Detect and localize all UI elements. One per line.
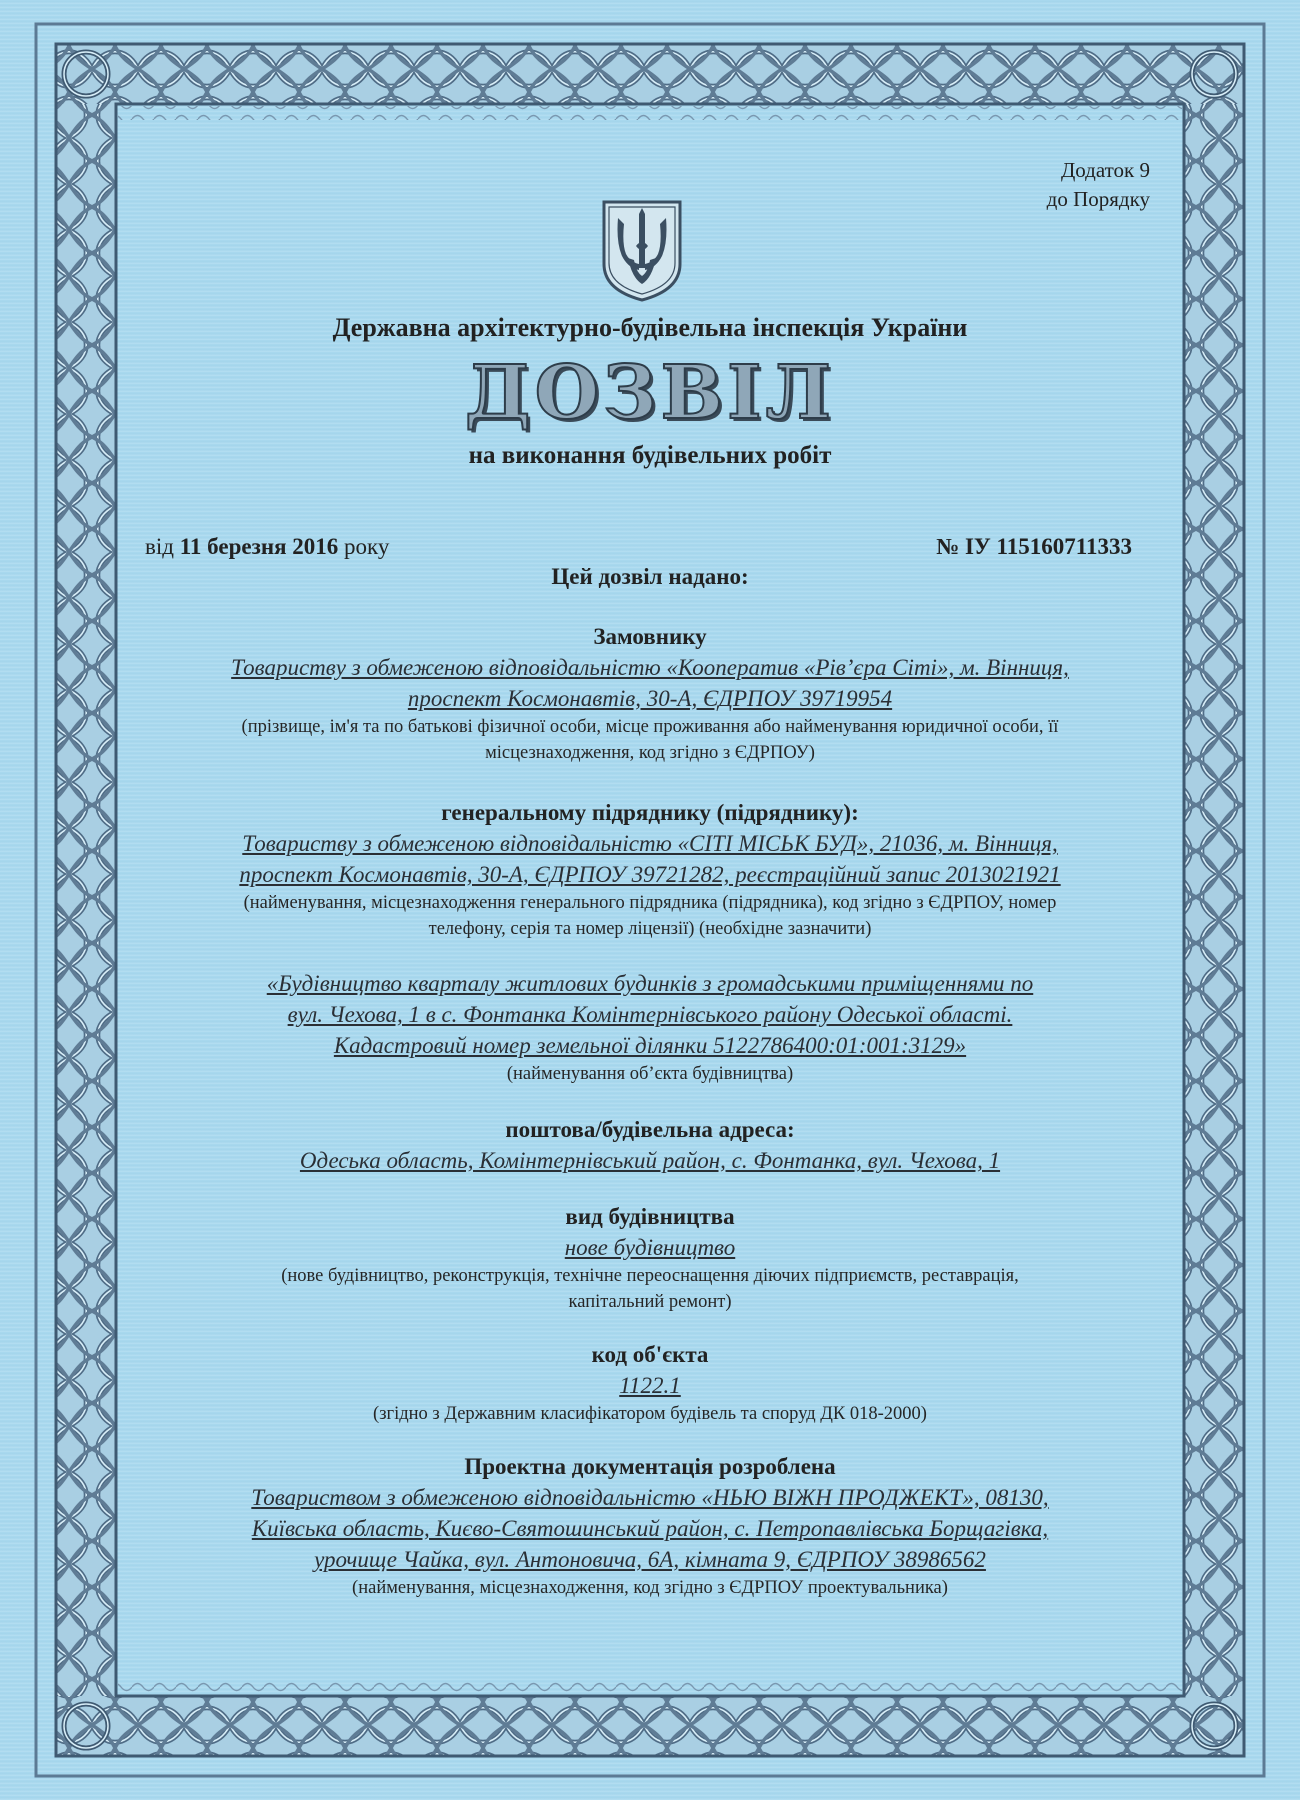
object-value [130,968,1170,1061]
customer-value-line: проспект Космонавтів, 30-А, ЄДРПОУ 39719954 [407,686,893,711]
design-value-line: Товариством з обмеженою відповідальністю «НЬЮ ВІЖН ПРОДЖЕКТ», 08130, [251,1485,1049,1510]
object-code-value: 1122.1 [619,1373,681,1398]
document-body [130,150,1170,1630]
contractor-value [130,828,1170,890]
customer-heading: Замовнику [593,624,707,649]
customer-value [130,652,1170,714]
customer-note-line: (прізвище, ім'я та по батькові фізичної особи, місце проживання або найменування юридичної особи, її [241,717,1059,737]
date-prefix: від [145,534,174,559]
construction-type-heading: вид будівництва [565,1204,735,1229]
contractor-heading: генеральному підряднику (підряднику): [441,800,859,825]
construction-type-note-line: (нове будівництво, реконструкція, технічне переоснащення діючих підприємств, реставрація, [281,1266,1019,1286]
design-value-line: Київська область, Києво-Святошинський район, с. Петропавлівська Борщагівка, [251,1516,1049,1541]
date-value: 11 березня 2016 [179,534,339,559]
date-suffix: року [344,534,390,559]
appendix-note [1047,156,1150,214]
contractor-value-line: проспект Космонавтів, 30-А, ЄДРПОУ 39721282, реєстраційний запис 2013021921 [239,862,1061,887]
construction-type-note [130,1263,1170,1315]
construction-type-value: нове будівництво [564,1235,736,1260]
appendix-line-1: Додаток 9 [1060,158,1150,182]
construction-type-section [130,1202,1170,1315]
address-heading: поштова/будівельна адреса: [505,1117,795,1142]
object-code-heading: код об'єкта [591,1342,709,1367]
object-value-line: вул. Чехова, 1 в с. Фонтанка Комінтернівського району Одеської області. [287,1002,1013,1027]
design-value [130,1482,1170,1575]
granted-heading: Цей дозвіл надано: [551,564,749,589]
issue-row [145,534,1132,560]
object-note: (найменування об’єкта будівництва) [506,1064,794,1084]
number-label: № [936,534,960,559]
design-value-line: урочище Чайка, вул. Антоновича, 6А, кімната 9, ЄДРПОУ 38986562 [314,1547,986,1572]
customer-note [130,714,1170,766]
customer-note-line: місцезнаходження, код згідно з ЄДРПОУ) [485,743,815,763]
design-note: (найменування, місцезнаходження, код згідно з ЄДРПОУ проектувальника) [352,1578,948,1598]
issue-date [145,534,389,560]
construction-type-note-line: капітальний ремонт) [568,1292,732,1312]
object-code-note: (згідно з Державним класифікатором будівель та споруд ДК 018-2000) [373,1404,927,1424]
appendix-line-2: до Порядку [1046,187,1150,211]
contractor-section [130,798,1170,942]
design-heading: Проектна документація розроблена [464,1454,836,1479]
contractor-note-line: (найменування, місцезнаходження генерального підрядника (підрядника), код згідно з ЄДРПОУ, номер [243,893,1057,913]
address-section [130,1115,1170,1176]
contractor-value-line: Товариству з обмеженою відповідальністю «СІТІ МІСЬК БУД», 21036, м. Вінниця, [242,831,1058,856]
design-section [130,1452,1170,1601]
contractor-note [130,890,1170,942]
document-title: ДОЗВІЛ [464,350,836,436]
object-section [130,968,1170,1087]
object-value-line: Кадастровий номер земельної ділянки 5122786400:01:001:3129» [333,1033,967,1058]
agency-name: Державна архітектурно-будівельна інспекція України [332,313,968,342]
permit-number [936,534,1132,560]
number-value: ІУ 115160711333 [964,534,1132,559]
document-subtitle: на виконання будівельних робіт [468,442,832,469]
object-value-line: «Будівництво кварталу житлових будинків з громадськими приміщеннями по [266,971,1034,996]
address-value: Одеська область, Комінтернівський район, с. Фонтанка, вул. Чехова, 1 [299,1148,1001,1173]
object-code-section [130,1340,1170,1427]
trident-coat-of-arms-icon [600,198,684,302]
contractor-note-line: телефону, серія та номер ліцензії) (необхідне зазначити) [428,919,872,939]
customer-section [130,622,1170,766]
customer-value-line: Товариству з обмеженою відповідальністю «Кооператив «Рів’єра Сіті», м. Вінниця, [231,655,1069,680]
